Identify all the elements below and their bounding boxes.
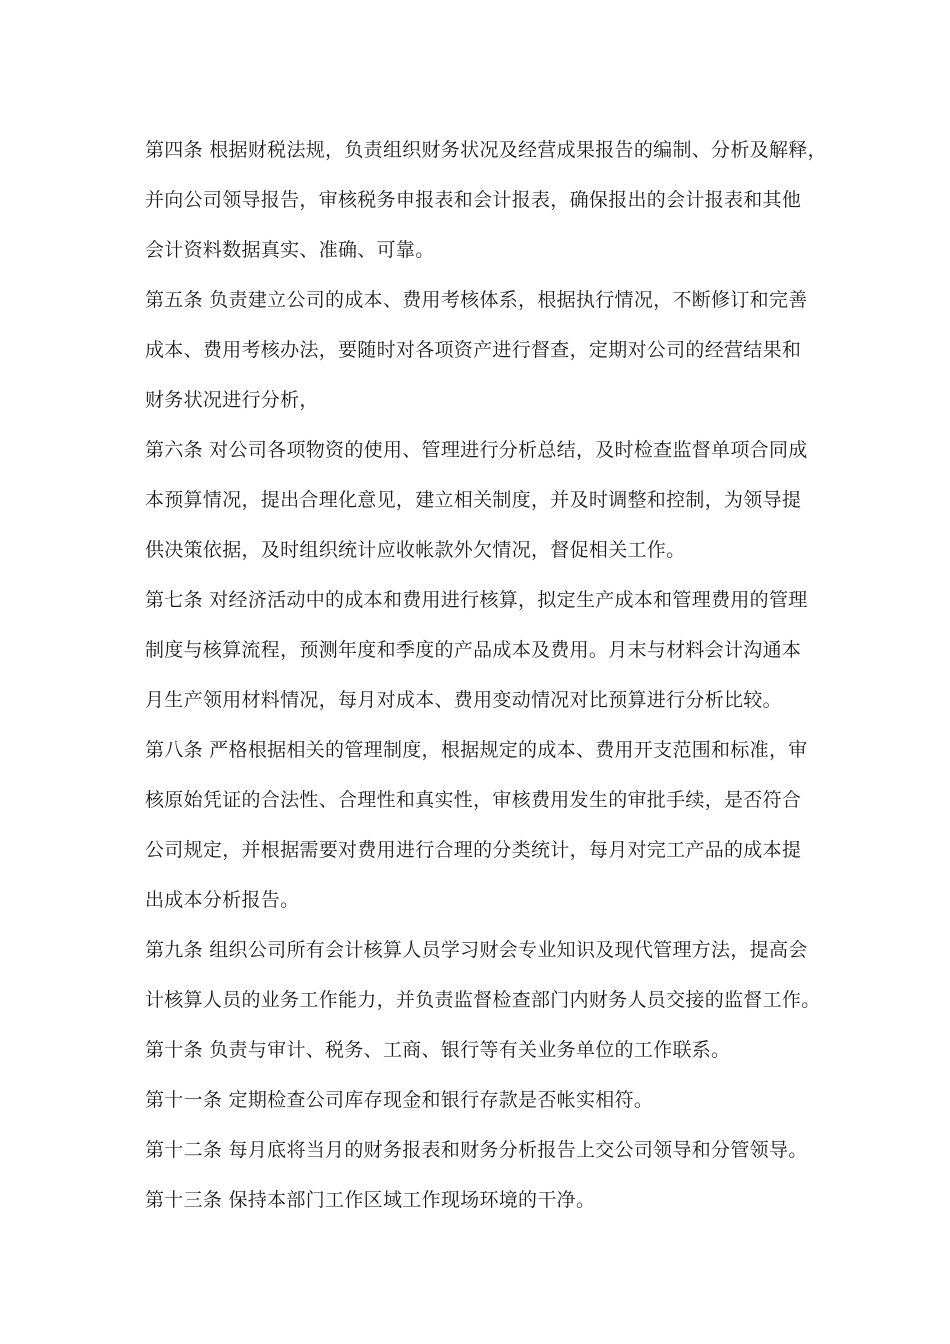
text-line: 出成本分析报告。 [145,889,300,911]
text-line: 第七条 对经济活动中的成本和费用进行核算，拟定生产成本和管理费用的管理 [145,589,808,611]
text-line: 第十一条 定期检查公司库存现金和银行存款是否帐实相符。 [145,1089,654,1111]
text-line: 制度与核算流程，预测年度和季度的产品成本及费用。月末与材料会计沟通本 [145,639,802,661]
text-line: 计核算人员的业务工作能力，并负责监督检查部门内财务人员交接的监督工作。 [145,989,821,1011]
text-line: 月生产领用材料情况，每月对成本、费用变动情况对比预算进行分析比较。 [145,689,782,711]
text-line: 核原始凭证的合法性、合理性和真实性，审核费用发生的审批手续，是否符合 [145,789,802,811]
text-line: 供决策依据，及时组织统计应收帐款外欠情况，督促相关工作。 [145,539,686,561]
text-line: 第五条 负责建立公司的成本、费用考核体系，根据执行情况，不断修订和完善 [145,289,808,311]
text-line: 第四条 根据财税法规，负责组织财务状况及经营成果报告的编制、分析及解释， [145,139,827,161]
text-line: 公司规定，并根据需要对费用进行合理的分类统计，每月对完工产品的成本提 [145,839,802,861]
text-line: 财务状况进行分析， [145,389,319,411]
text-line: 并向公司领导报告，审核税务申报表和会计报表，确保报出的会计报表和其他 [145,189,802,211]
text-line: 第九条 组织公司所有会计核算人员学习财会专业知识及现代管理方法，提高会 [145,939,808,961]
text-line: 第十条 负责与审计、税务、工商、银行等有关业务单位的工作联系。 [145,1039,731,1061]
text-line: 成本、费用考核办法，要随时对各项资产进行督查，定期对公司的经营结果和 [145,339,802,361]
text-line: 第八条 严格根据相关的管理制度，根据规定的成本、费用开支范围和标准，审 [145,739,808,761]
text-line: 第六条 对公司各项物资的使用、管理进行分析总结，及时检查监督单项合同成 [145,439,808,461]
text-line: 会计资料数据真实、准确、可靠。 [145,239,435,261]
text-line: 本预算情况，提出合理化意见，建立相关制度，并及时调整和控制，为领导提 [145,489,802,511]
text-line: 第十三条 保持本部门工作区域工作现场环境的干净。 [145,1189,596,1211]
text-line: 第十二条 每月底将当月的财务报表和财务分析报告上交公司领导和分管领导。 [145,1139,808,1161]
